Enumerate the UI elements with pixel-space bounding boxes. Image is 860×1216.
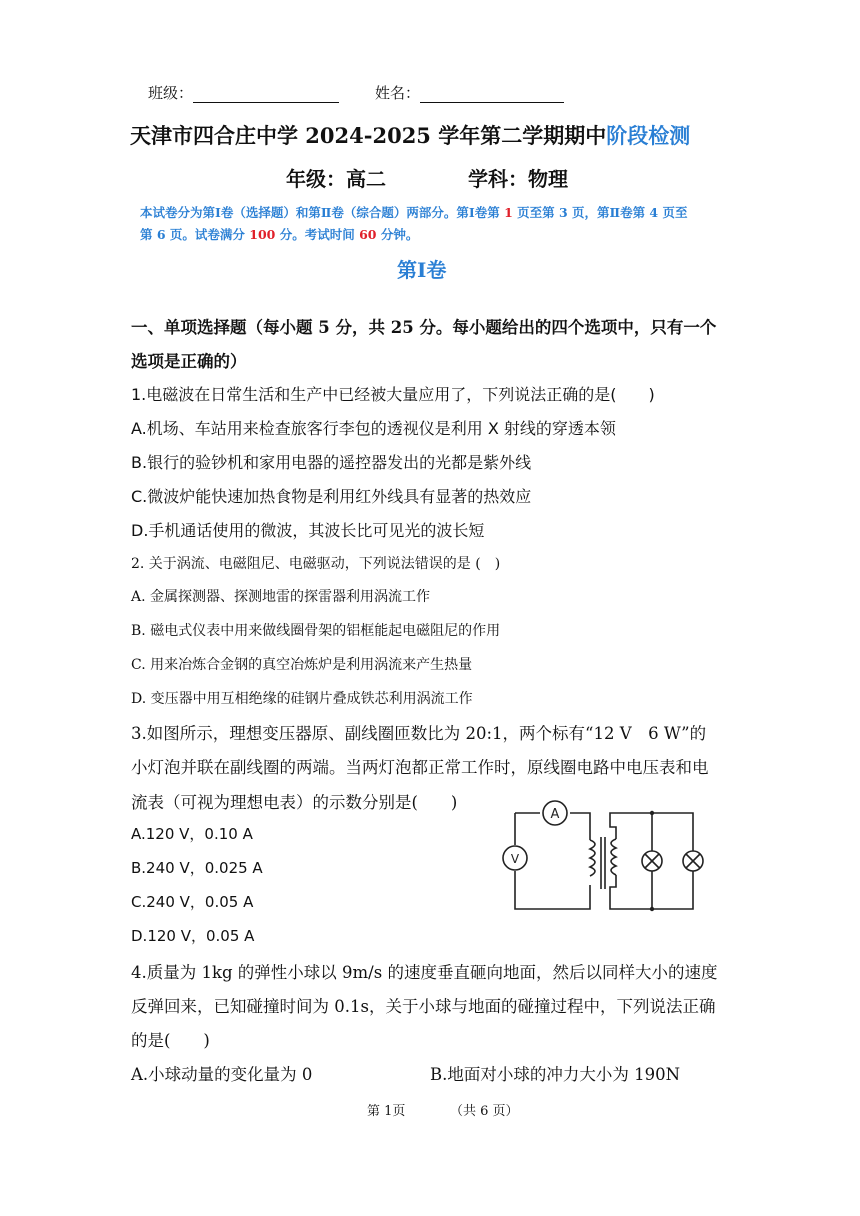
footer-page-number: 第 1页	[367, 1104, 406, 1119]
q3-option-b: B.240 V，0.025 A	[131, 859, 263, 877]
q1-option-b: B.银行的验钞机和家用电器的遥控器发出的光都是紫外线	[131, 453, 532, 472]
volume-title: 第Ⅰ卷	[397, 258, 447, 282]
q4-stem-line-2: 反弹回来，已知碰撞时间为 0.1s，关于小球与地面的碰撞过程中，下列说法正确	[131, 997, 716, 1016]
q3-stem-line-3: 流表（可视为理想电表）的示数分别是( )	[131, 793, 458, 812]
section-heading-line-1: 一、单项选择题（每小题 5 分，共 25 分。每小题给出的四个选项中，只有一个	[131, 318, 717, 337]
voltmeter-icon	[503, 846, 527, 870]
q3-stem-line-1: 3.如图所示，理想变压器原、副线圈匝数比为 20:1，两个标有“12 V 6 W”的	[131, 724, 707, 743]
grade-label: 年级：高二	[286, 167, 386, 191]
lamp-2-icon	[683, 851, 703, 871]
ammeter-icon	[543, 801, 567, 825]
section-heading-line-2: 选项是正确的）	[131, 352, 247, 371]
q4-stem-line-3: 的是( )	[131, 1031, 210, 1050]
q2-option-b: B. 磁电式仪表中用来做线圈骨架的铝框能起电磁阻尼的作用	[131, 623, 501, 639]
subject-label: 学科：物理	[468, 167, 568, 191]
q1-option-a: A.机场、车站用来检查旅客行李包的透视仪是利用 X 射线的穿透本领	[131, 419, 616, 438]
q4-option-b: B.地面对小球的冲力大小为 190N	[430, 1065, 681, 1084]
name-blank	[420, 84, 564, 103]
q3-option-d: D.120 V，0.05 A	[131, 927, 255, 945]
footer-total-pages: （共 6 页）	[450, 1104, 519, 1119]
ammeter-symbol: A	[550, 807, 560, 822]
voltmeter-symbol: V	[510, 852, 520, 866]
class-label: 班级：	[148, 84, 194, 102]
name-label: 姓名：	[375, 84, 421, 102]
primary-coil	[590, 840, 595, 876]
class-field	[148, 82, 339, 103]
junction-dot-top	[650, 811, 654, 815]
primary-bottom-wire	[515, 871, 590, 909]
junction-dot-bottom	[650, 907, 654, 911]
q2-option-c: C. 用来冶炼合金钢的真空冶炼炉是利用涡流来产生热量	[131, 657, 473, 673]
q4-stem-line-1: 4.质量为 1kg 的弹性小球以 9m/s 的速度垂直砸向地面，然后以同样大小的速度	[131, 963, 718, 982]
transformer-circuit-diagram	[500, 795, 720, 920]
q1-stem: 1.电磁波在日常生活和生产中已经被大量应用了，下列说法正确的是( )	[131, 385, 655, 404]
q4-option-a: A.小球动量的变化量为 0	[131, 1065, 313, 1084]
class-blank	[193, 84, 339, 103]
q2-option-d: D. 变压器中用互相绝缘的硅钢片叠成铁芯利用涡流工作	[131, 691, 473, 707]
name-field	[375, 82, 564, 103]
q1-option-d: D.手机通话使用的微波，其波长比可见光的波长短	[131, 521, 485, 540]
lamp-1-icon	[642, 851, 662, 871]
q3-stem-line-2: 小灯泡并联在副线圈的两端。当两灯泡都正常工作时，原线圈电路中电压表和电	[131, 758, 709, 777]
secondary-coil	[611, 839, 616, 875]
instructions-line-1: 本试卷分为第Ⅰ卷（选择题）和第Ⅱ卷（综合题）两部分。第Ⅰ卷第 1 页至第 3 页，第Ⅱ卷第 4 页至	[140, 205, 688, 220]
q2-stem: 2. 关于涡流、电磁阻尼、电磁驱动，下列说法错误的是 ( )	[131, 556, 501, 572]
instructions-line-2: 第 6 页。试卷满分 100 分。考试时间 60 分钟。	[140, 227, 419, 242]
primary-top-wire-right	[570, 813, 590, 840]
q2-option-a: A. 金属探测器、探测地雷的探雷器利用涡流工作	[131, 589, 431, 605]
q3-option-c: C.240 V，0.05 A	[131, 893, 254, 911]
q3-option-a: A.120 V，0.10 A	[131, 825, 253, 843]
q1-option-c: C.微波炉能快速加热食物是利用红外线具有显著的热效应	[131, 487, 532, 506]
page-title: 天津市四合庄中学 2024-2025 学年第二学期期中阶段检测	[130, 123, 691, 148]
